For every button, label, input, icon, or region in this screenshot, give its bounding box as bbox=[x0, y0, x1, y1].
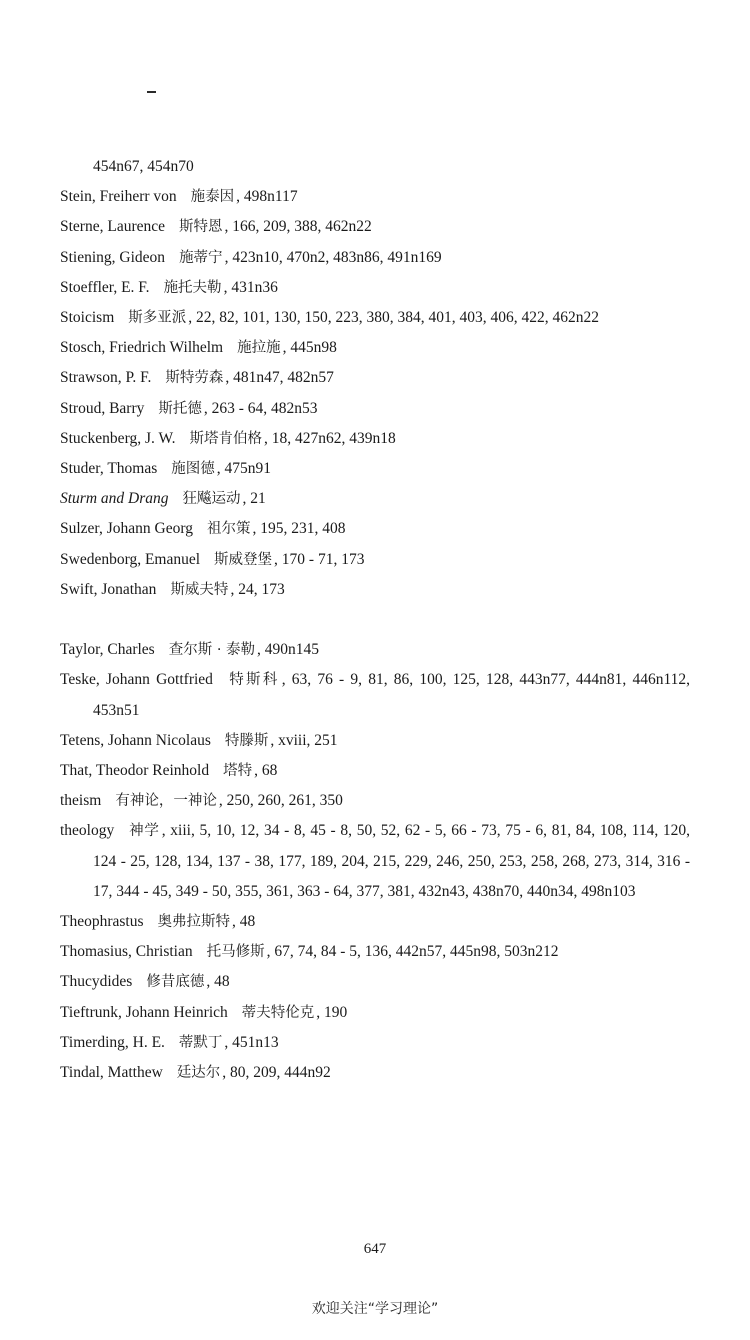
entry-term: Stosch, Friedrich Wilhelm bbox=[60, 339, 224, 357]
entry-term: Timerding, H. E. bbox=[60, 1033, 165, 1051]
entry-chinese: 蒂默丁 bbox=[178, 1034, 223, 1051]
index-entry: Sturm and Drang 狂飚运动 , 21 bbox=[60, 490, 266, 508]
entry-chinese: 斯特恩 bbox=[179, 219, 223, 236]
entry-refs: 498n117 bbox=[243, 188, 298, 206]
index-entry: Stosch, Friedrich Wilhelm 施拉施 , 445n98 bbox=[60, 339, 337, 357]
entry-term: Stoeffler, E. F. bbox=[60, 278, 150, 296]
entry-chinese: 有神论，一神论 bbox=[115, 793, 217, 810]
entry-refs: 431n36 bbox=[231, 278, 278, 296]
entry-chinese: 托马修斯 bbox=[206, 944, 265, 961]
entry-chinese: 特滕斯 bbox=[224, 732, 269, 749]
index-entry: Theophrastus 奥弗拉斯特 , 48 bbox=[60, 913, 256, 931]
entry-chinese: 斯特劳森 bbox=[165, 370, 224, 387]
index-entry: Stiening, Gideon 施蒂宁 , 423n10, 470n2, 483n86, 491n169 bbox=[60, 248, 442, 266]
entry-refs: 475n91 bbox=[224, 460, 272, 478]
entry-refs: 48 bbox=[239, 913, 256, 931]
entry-chinese: 施托夫勒 bbox=[163, 279, 222, 296]
entry-term: theology bbox=[60, 822, 115, 840]
entry-term: Studer, Thomas bbox=[60, 460, 158, 478]
entry-term: Stiening, Gideon bbox=[60, 248, 166, 266]
index-entry: Tindal, Matthew 廷达尔 , 80, 209, 444n92 bbox=[60, 1064, 331, 1082]
entry-term: Stroud, Barry bbox=[60, 399, 145, 417]
entry-term: Sterne, Laurence bbox=[60, 218, 165, 236]
index-entry: theism 有神论，一神论 , 250, 260, 261, 350 bbox=[60, 792, 343, 810]
index-entry: Stroud, Barry 斯托德 , 263 - 64, 482n53 bbox=[60, 399, 318, 417]
page-number: 647 bbox=[363, 1241, 387, 1257]
entry-refs: 195, 231, 408 bbox=[260, 520, 346, 538]
entry-refs: 490n145 bbox=[264, 641, 320, 659]
entry-term: Tindal, Matthew bbox=[60, 1064, 163, 1082]
entry-chinese: 奥弗拉斯特 bbox=[157, 914, 231, 931]
entry-refs: 481n47, 482n57 bbox=[233, 369, 334, 387]
index-entry: Thomasius, Christian 托马修斯 , 67, 74, 84 - 5, 136, 442n57, 445n98, 503n212 bbox=[60, 943, 559, 961]
entry-chinese: 廷达尔 bbox=[176, 1065, 221, 1082]
index-entry: Stoicism 斯多亚派 , 22, 82, 101, 130, 150, 223, 380, 384, 401, 403, 406, 422, 462n22 bbox=[60, 309, 600, 327]
index-entry: Stein, Freiherr von 施泰因 , 498n117 bbox=[60, 188, 298, 206]
entry-term: Stoicism bbox=[60, 309, 115, 327]
entry-refs: 18, 427n62, 439n18 bbox=[271, 429, 396, 447]
entry-refs: 250, 260, 261, 350 bbox=[226, 792, 343, 810]
entry-term: Thucydides bbox=[60, 973, 133, 991]
entry-term: Swedenborg, Emanuel bbox=[60, 550, 201, 568]
index-entry-continuation bbox=[60, 152, 690, 182]
index-entry: theology 神学 , xiii, 5, 10, 12, 34 - 8, 45 - 8, 50, 52, 62 - 5, 66 - 73, 75 - 6, 81, 84, 108, 114, 120, 124 - 25, 128, 134, 137 - 38, 177, 189, 204, 215, 229, 246, 250, 253, 258, 268, 273, 314, 316 - 17, 344 - 45, 349 - 50, 355, 361, 363 - 64, 377, 381, 432n43, 438n70, 440n34, 498n103 bbox=[60, 822, 691, 900]
entry-refs: 24, 173 bbox=[238, 580, 285, 598]
entry-term: Thomasius, Christian bbox=[60, 943, 193, 961]
entry-term: Tieftrunk, Johann Heinrich bbox=[60, 1003, 228, 1021]
index-entry: Taylor, Charles 查尔斯 · 泰勒 , 490n145 bbox=[60, 641, 320, 659]
entry-chinese: 斯多亚派 bbox=[128, 310, 187, 327]
index-entry: Swift, Jonathan 斯威夫特 , 24, 173 bbox=[60, 580, 285, 598]
footer-note: 欢迎关注“学习理论” bbox=[311, 1301, 439, 1317]
index-entry: Teske, Johann Gottfried 特斯科 , 63, 76 - 9, 81, 86, 100, 125, 128, 443n77, 444n81, 446n112, 453n51 bbox=[60, 671, 691, 719]
entry-refs: 423n10, 470n2, 483n86, 491n169 bbox=[232, 248, 442, 266]
entry-refs: 21 bbox=[250, 490, 266, 508]
index-section-t bbox=[60, 635, 690, 1088]
index-entry: Stuckenberg, J. W. 斯塔肯伯格 , 18, 427n62, 439n18 bbox=[60, 429, 396, 447]
entry-refs: 170 - 71, 173 bbox=[281, 550, 365, 568]
entry-refs: 63, 76 - 9, 81, 86, 100, 125, 128, 443n77, 444n81, 446n112, 453n51 bbox=[93, 671, 691, 719]
entry-chinese: 施泰因 bbox=[190, 189, 235, 206]
index-entry: Timerding, H. E. 蒂默丁 , 451n13 bbox=[60, 1033, 279, 1051]
entry-chinese: 特斯科 bbox=[226, 672, 280, 689]
index-list bbox=[60, 152, 690, 1088]
entry-chinese: 施拉施 bbox=[237, 340, 281, 357]
entry-term: Sulzer, Johann Georg bbox=[60, 520, 193, 538]
entry-chinese: 斯威登堡 bbox=[214, 551, 273, 568]
entry-term: Stuckenberg, J. W. bbox=[60, 429, 176, 447]
entry-refs: xviii, 251 bbox=[278, 731, 338, 749]
index-entry: Sterne, Laurence 斯特恩 , 166, 209, 388, 462n22 bbox=[60, 218, 372, 236]
index-entry: Swedenborg, Emanuel 斯威登堡 , 170 - 71, 173 bbox=[60, 550, 365, 568]
entry-chinese: 狂飚运动 bbox=[182, 491, 241, 508]
entry-chinese: 斯托德 bbox=[158, 400, 202, 417]
entry-term: theism bbox=[60, 792, 102, 810]
index-entry: Tetens, Johann Nicolaus 特滕斯 , xviii, 251 bbox=[60, 731, 338, 749]
index-entry: Stoeffler, E. F. 施托夫勒 , 431n36 bbox=[60, 278, 278, 296]
entry-chinese: 修昔底德 bbox=[146, 974, 205, 991]
entry-refs: 48 bbox=[214, 973, 230, 991]
entry-term: Taylor, Charles bbox=[60, 641, 155, 659]
entry-refs: 451n13 bbox=[232, 1033, 279, 1051]
entry-term: That, Theodor Reinhold bbox=[60, 762, 210, 780]
entry-term: Tetens, Johann Nicolaus bbox=[60, 731, 211, 749]
entry-term: Theophrastus bbox=[60, 913, 144, 931]
entry-chinese: 祖尔策 bbox=[206, 521, 251, 538]
entry-term: Swift, Jonathan bbox=[60, 580, 157, 598]
entry-chinese: 蒂夫特伦克 bbox=[241, 1004, 315, 1021]
entry-refs: 166, 209, 388, 462n22 bbox=[232, 218, 372, 236]
entry-refs: 445n98 bbox=[290, 339, 337, 357]
index-entry: That, Theodor Reinhold 塔特 , 68 bbox=[60, 762, 278, 780]
entry-chinese: 施图德 bbox=[171, 461, 215, 478]
entry-chinese: 查尔斯 · 泰勒 bbox=[168, 642, 256, 659]
scan-mark bbox=[147, 91, 156, 93]
entry-chinese: 神学 bbox=[128, 823, 160, 840]
entry-term: Teske, Johann Gottfried bbox=[60, 671, 213, 689]
entry-chinese: 斯威夫特 bbox=[170, 581, 229, 598]
entry-refs: xiii, 5, 10, 12, 34 - 8, 45 - 8, 50, 52, 62 - 5, 66 - 73, 75 - 6, 81, 84, 108, 114, 120, 124 - 25, 128, 134, 137 - 38, 177, 189, 204, 215, 229, 246, 250, 253, 258, 268, 273, 314, 316 - 17, 344 - 45, 349 - 50, 355, 361, 363 - 64, 377, 381, 432n43, 438n70, 440n34, 498n103 bbox=[93, 822, 691, 900]
index-entry: Studer, Thomas 施图德 , 475n91 bbox=[60, 460, 272, 478]
entry-term: Strawson, P. F. bbox=[60, 369, 152, 387]
entry-refs: 80, 209, 444n92 bbox=[230, 1064, 331, 1082]
entry-refs: 68 bbox=[261, 762, 278, 780]
index-entry: Strawson, P. F. 斯特劳森 , 481n47, 482n57 bbox=[60, 369, 334, 387]
index-entry: Thucydides 修昔底德 , 48 bbox=[60, 973, 230, 991]
section-gap bbox=[60, 605, 690, 635]
entry-refs: 67, 74, 84 - 5, 136, 442n57, 445n98, 503n212 bbox=[274, 943, 559, 961]
entry-refs: 263 - 64, 482n53 bbox=[211, 399, 318, 417]
entry-refs: 454n67, 454n70 bbox=[93, 158, 194, 175]
entry-term: Stein, Freiherr von bbox=[60, 188, 177, 206]
entry-chinese: 施蒂宁 bbox=[179, 249, 223, 266]
entry-refs: 190 bbox=[324, 1003, 348, 1021]
entry-chinese: 塔特 bbox=[223, 763, 253, 780]
entry-chinese: 斯塔肯伯格 bbox=[189, 430, 263, 447]
index-section-s bbox=[60, 182, 690, 605]
index-entry: Tieftrunk, Johann Heinrich 蒂夫特伦克 , 190 bbox=[60, 1003, 348, 1021]
entry-term: Sturm and Drang bbox=[60, 490, 169, 508]
entry-refs: 22, 82, 101, 130, 150, 223, 380, 384, 401, 403, 406, 422, 462n22 bbox=[196, 309, 600, 327]
index-entry: Sulzer, Johann Georg 祖尔策 , 195, 231, 408 bbox=[60, 520, 346, 538]
